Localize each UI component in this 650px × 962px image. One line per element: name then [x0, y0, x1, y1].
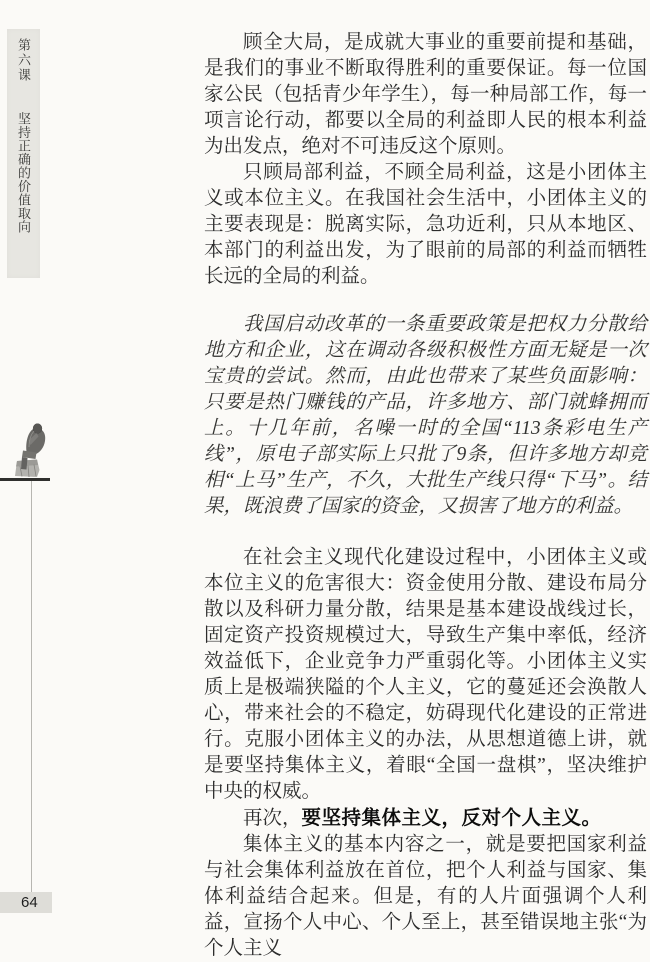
paragraph-4: 在社会主义现代化建设过程中，小团体主义或本位主义的危害很大：资金使用分散、建设布局分散以及科研力量分散，结果是基本建设战线过长，固定资产投资规模过大，导致生产集中率低，经济效益低下，企业竞争力严重弱化等。小团体主义实质上是极端狭隘的个人主义，它的蔓延还会涣散人心，带来社会的不稳定，妨碍现代化建设的正常进行。克服小团体主义的办法，从思想道德上讲，就是要坚持集体主义，着眼“全国一盘棋”，坚决维护中央的权威。	[204, 547, 647, 802]
paragraph-1: 顾全大局，是成就大事业的重要前提和基础，是我们的事业不断取得胜利的重要保证。每一位国家公民（包括青少年学生），每一种局部工作，每一项言论行动，都要以全局的利益即人民的根本利益为出发点，绝对不可违反这个原则。	[204, 32, 647, 157]
paragraph-5-prefix: 再次，	[243, 808, 302, 829]
page-number: 64	[21, 894, 38, 911]
paragraph-2: 只顾局部利益，不顾全局利益，这是小团体主义或本位主义。在我国社会生活中，小团体主义的主要表现是：脱离实际，急功近利，只从本地区、本部门的利益出发，为了眼前的局部的利益而牺牲长远的全局的利益。	[204, 162, 647, 287]
thinker-statue-image	[10, 421, 55, 479]
chapter-title-label: 坚持正确的价值取向	[16, 112, 31, 234]
body-text-column	[204, 30, 647, 962]
lesson-number-label: 第六课	[16, 38, 31, 83]
paragraph-3-example: 我国启动改革的一条重要政策是把权力分散给地方和企业，这在调动各级积极性方面无疑是一次宝贵的尝试。然而，由此也带来了某些负面影响：只要是热门赚钱的产品，许多地方、部门就蜂拥而上。十几年前，名噪一时的全国“113条彩电生产线”，原电子部实际上只批了9条，但许多地方却竞相“上马”生产，不久，大批生产线只得“下马”。结果，既浪费了国家的资金，又损害了地方的利益。	[204, 314, 647, 517]
paragraph-6: 集体主义的基本内容之一，就是要把国家利益与社会集体利益放在首位，把个人利益与国家、集体利益结合起来。但是，有的人片面强调个人利益，宣扬个人中心、个人至上，甚至错误地主张“为个人主义	[204, 834, 647, 959]
paragraph-5-emphasis	[204, 805, 647, 832]
footer-rule	[0, 478, 50, 481]
paragraph-5-bold-text: 要坚持集体主义，反对个人主义。	[301, 807, 602, 829]
page-number-strip	[0, 892, 52, 913]
chapter-sidebar-text	[7, 38, 40, 278]
chapter-sidebar	[7, 29, 40, 278]
margin-vertical-line	[31, 481, 32, 893]
thinker-statue-icon	[10, 421, 55, 479]
